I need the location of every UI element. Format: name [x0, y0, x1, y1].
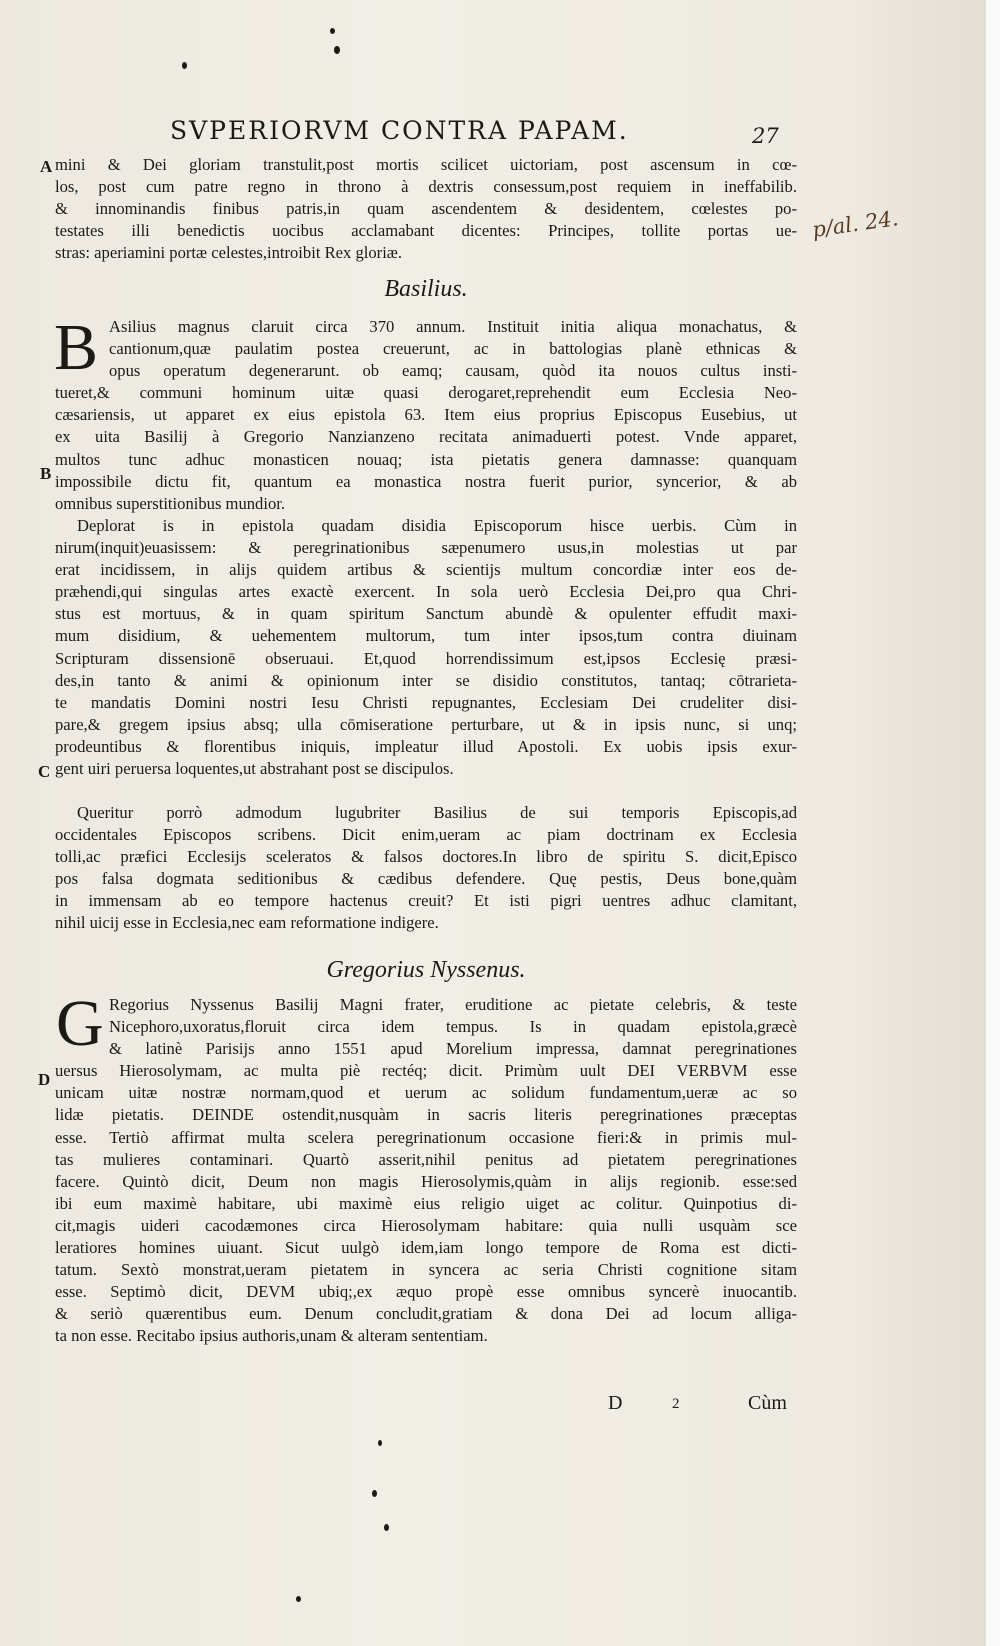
- text-line: testates illi benedictis uocibus acclamabant dicentes: Principes, tollite portas ue-: [55, 221, 797, 241]
- text-line: nirum(inquit)euasissem: & peregrinationibus sæpenumero usus,in molestias ut par: [55, 538, 797, 558]
- text-line: impossibile dictu fit, quantum ea monastica nostra fuerit purior, syncerior, & ab: [55, 471, 797, 491]
- catchword: Cùm: [748, 1392, 787, 1414]
- running-header: SVPERIORVM CONTRA PAPAM.: [170, 116, 629, 145]
- page-edge: [986, 0, 1000, 1646]
- basilius-paragraph-3: [55, 802, 797, 935]
- drop-cap-g: G: [56, 987, 104, 1060]
- text-line: omnibus superstitionibus mundior.: [55, 493, 286, 513]
- ink-speck: [330, 28, 335, 34]
- text-line: occidentales Episcopos scribens. Dicit enim,ueram ac piam doctrinam ex Ecclesia: [55, 825, 797, 845]
- text-line: mini & Dei gloriam transtulit,post mortis scilicet uictoriam, post ascensum in cœ-: [55, 155, 797, 174]
- ink-speck: [378, 1440, 382, 1446]
- gregorius-paragraph: [55, 987, 797, 1348]
- text-line: cit,magis uideri cacodæmones circa Hierosolymam habitare: quia nulli usquàm sce: [55, 1215, 797, 1235]
- text-line: Queritur porrò admodum lugubriter Basilius de sui temporis Episcopis,ad: [77, 803, 797, 822]
- text-line: esse. Tertiò affirmat multa scelera peregrinationum occasione fieri:& in primis mul-: [55, 1127, 797, 1147]
- text-line: te mandatis Domini nostri Iesu Christi repugnantes, Ecclesiam Dei crudeliter disi-: [55, 692, 797, 712]
- text-line: ta non esse. Recitabo ipsius authoris,unam & alteram sententiam.: [55, 1326, 488, 1346]
- ink-speck: [296, 1596, 301, 1602]
- text-line: pos falsa dogmata seditionibus & cædibus defendere. Quę pestis, Deus bone,quàm: [55, 869, 797, 889]
- text-line: Scripturam dissensionē obseruaui. Et,quod horrendissimum est,ipsos Ecclesię præsi-: [55, 648, 797, 668]
- text-line: mum disidium, & uehementem multorum, tum inter ipsos,tum contra diuinam: [55, 626, 797, 646]
- margin-letter-b: B: [40, 464, 52, 483]
- text-line: præhendi,qui singulas artes exactè exercent. In sola uerò Ecclesia Dei,pro qua Chri-: [55, 582, 797, 602]
- text-line: pare,& gregem ipsius absq; ulla cōmiseratione perturbare, ut & in ipsis nunc, si unq;: [55, 714, 797, 734]
- text-line: & seriò quærentibus eum. Denum concludit,gratiam & dona Dei ad locum alliga-: [55, 1304, 797, 1324]
- text-line: esse. Septimò dicit, DEVM ubiq;,ex æquo propè esse omnibus syncerè inuocantib.: [55, 1282, 797, 1302]
- text-line: Deplorat is in epistola quadam disidia Episcoporum hisce uerbis. Cùm in: [77, 516, 797, 535]
- text-line: stras: aperiamini portæ celestes,introibit Rex gloriæ.: [55, 243, 403, 263]
- text-line: opus operatum degenerarunt. ob eamq; causam, quòd ita nouos cultus insti-: [109, 361, 797, 381]
- text-line: facere. Quintò dicit, Deum non magis Hierosolymis,quàm in alijs regionib. esse:sed: [55, 1171, 797, 1191]
- text-line: stus est mortuus, & in quam spiritum Sanctum abundè & opulenter effudit maxi-: [55, 604, 797, 624]
- text-line: nihil uicij esse in Ecclesia,nec eam reformatione indigere.: [55, 913, 439, 933]
- text-line: gent uiri peruersa loquentes,ut abstrahant post se discipulos.: [55, 759, 454, 779]
- signature-number: 2: [672, 1396, 680, 1412]
- text-line: Asilius magnus claruit circa 370 annum. Instituit initia aliqua monachatus, &: [109, 317, 797, 336]
- text-line: ibi eum maximè habitare, ubi maximè eius religio uiget ac colitur. Quinpotius di-: [55, 1193, 797, 1213]
- section-heading-basilius: Basilius.: [384, 276, 468, 302]
- text-line: tolli,ac præfici Ecclesijs sceleratos & falsos doctores.In libro de spiritu S. dicit,Episco: [55, 847, 797, 867]
- margin-letter-a: A: [40, 157, 53, 176]
- text-line: los, post cum patre regno in throno à dextris consessum,post requiem in ineffabilib.: [55, 177, 797, 197]
- text-line: tueret,& communi hominum uitæ quasi derogaret,reprehendit eum Ecclesia Neo-: [55, 383, 797, 403]
- opening-paragraph: [55, 154, 797, 264]
- text-line: cæsariensis, ut apparet ex eius epistola 63. Item eius proprius Episcopus Eusebius, ut: [55, 405, 797, 425]
- ink-speck: [372, 1490, 377, 1497]
- handwritten-marginal-note: p/al. 24.: [810, 206, 900, 242]
- text-line: & innominandis finibus patris,in quam ascendentem & desidentem, cœlestes po-: [55, 199, 797, 219]
- text-line: unicam uitæ nostræ normam,quod et uerum ac solidum fundamentum,ueræ ac so: [55, 1083, 797, 1103]
- ink-speck: [182, 62, 187, 69]
- text-line: lidæ pietatis. DEINDE ostendit,nusquàm in sacris literis peregrinationes præceptas: [55, 1105, 797, 1125]
- text-line: in immensam ab eo tempore hactenus creuit? Et isti pigri uentres adhuc clamitant,: [55, 891, 797, 911]
- text-line: & latinè Parisijs anno 1551 apud Morelium impressa, damnat peregrinationes: [109, 1039, 797, 1059]
- text-line: Regorius Nyssenus Basilij Magni frater, eruditione ac pietate celebris, & teste: [109, 995, 797, 1014]
- page-number: 27: [752, 124, 779, 148]
- text-line: erat incidissem, in alijs quidem artibus & scientijs multum concordiæ inter eos de-: [55, 560, 797, 580]
- text-line: tas mulieres contaminari. Quartò asserit,nihil penitus ad pietatem peregrinationes: [55, 1149, 797, 1169]
- margin-letter-c: C: [38, 762, 51, 781]
- text-line: leratiores homines uiuant. Sicut uulgò idem,iam longo tempore de Roma est dicti-: [55, 1238, 797, 1258]
- text-line: multos tunc adhuc monasticen nouaq; ista pietatis genera damnasse: quanquam: [55, 449, 797, 469]
- ink-speck: [334, 46, 340, 54]
- drop-cap-b: B: [54, 311, 99, 384]
- text-line: cantionum,quæ paulatim postea creuerunt, ac in battologias planè ethnicas &: [109, 339, 797, 359]
- text-line: des,in tanto & animi & opinionum inter se disidio constitutos, tantaq; cōtrarieta-: [55, 670, 797, 690]
- text-line: prodeuntibus & florentibus iniquis, impleatur illud Apostoli. Ex uobis ipsis exur-: [55, 736, 797, 756]
- basilius-paragraph-2: [55, 515, 797, 780]
- text-line: tatum. Sextò monstrat,ueram pietatem in syncera ac seria Christi cognitione sitam: [55, 1260, 797, 1280]
- text-line: ex uita Basilij à Gregorio Nanzianzeno recitata animaduerti potest. Vnde apparet,: [55, 427, 797, 447]
- margin-letter-d: D: [38, 1070, 51, 1089]
- signature-mark: D: [608, 1392, 623, 1414]
- ink-speck: [384, 1524, 389, 1531]
- basilius-paragraph-1: [54, 311, 797, 515]
- text-line: Nicephoro,uxoratus,floruit circa idem tempus. Is in quadam epistola,græcè: [109, 1017, 797, 1037]
- text-line: uersus Hierosolymam, ac multa piè rectéq; dicit. Primùm uult DEI VERBVM esse: [55, 1061, 797, 1081]
- section-heading-gregorius: Gregorius Nyssenus.: [326, 957, 526, 983]
